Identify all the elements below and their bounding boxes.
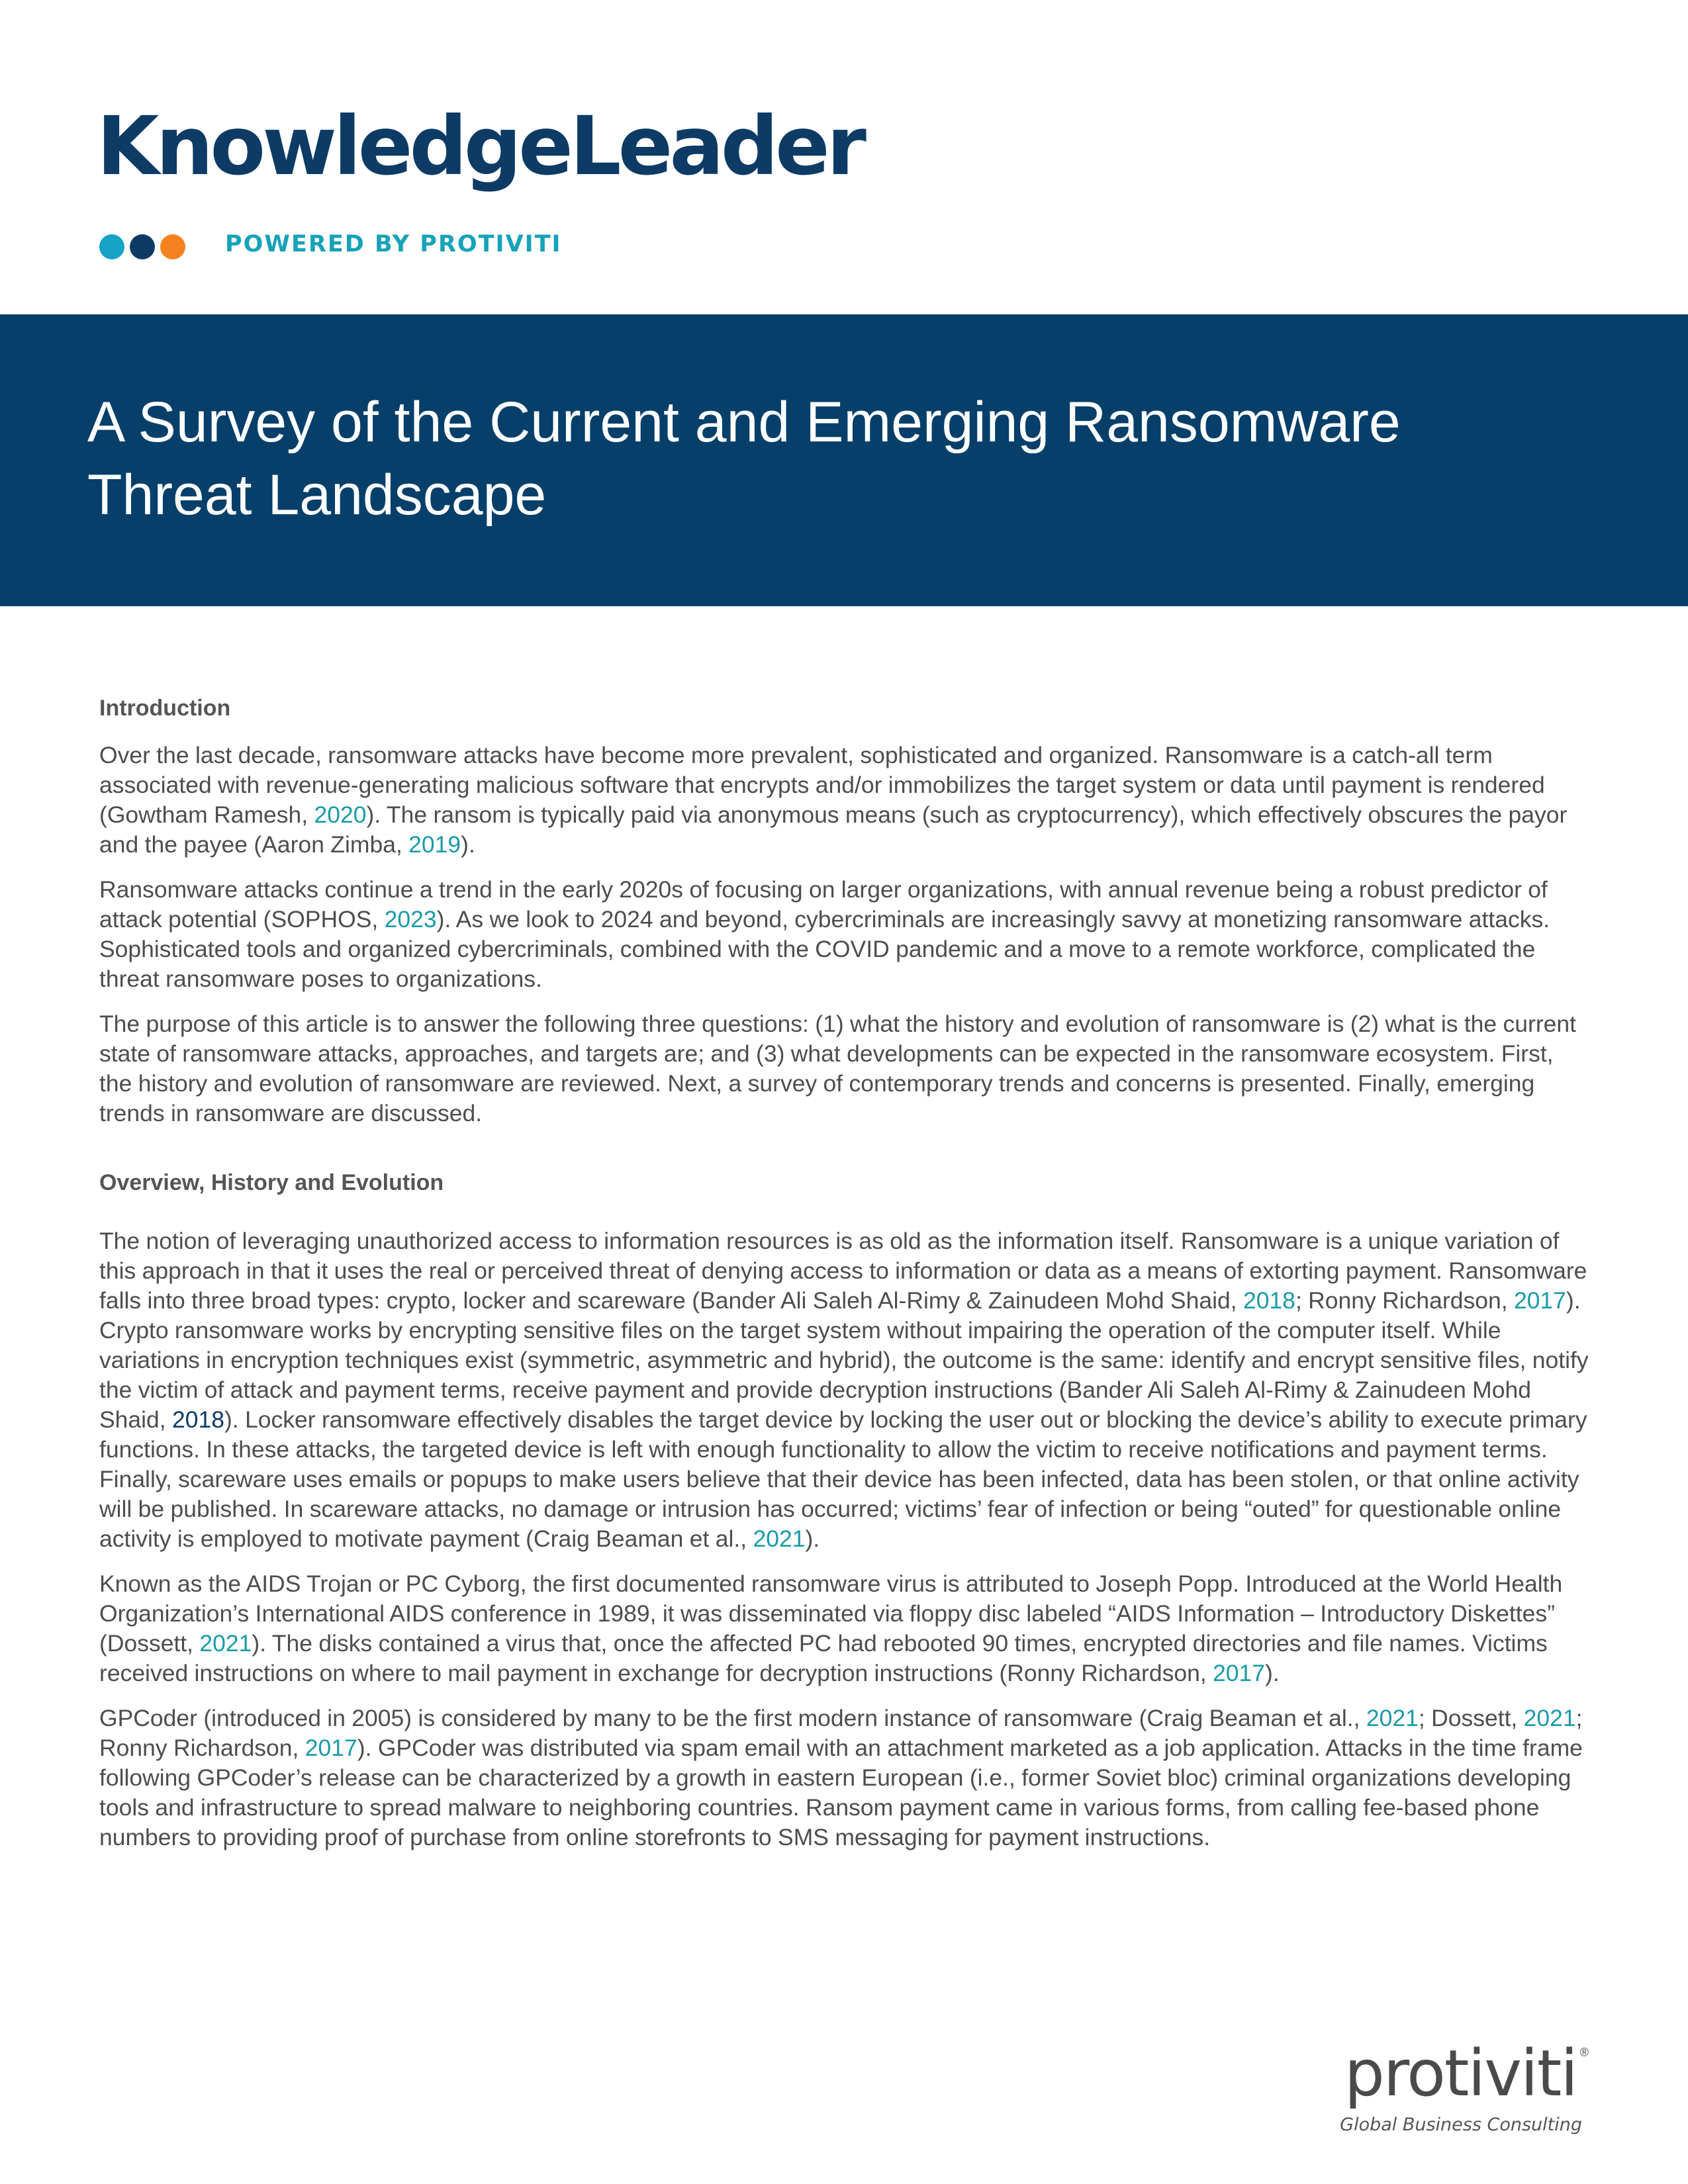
citation-year: 2017	[1513, 1287, 1566, 1314]
powered-by-tagline: POWERED BY PROTIVITI	[225, 231, 562, 257]
paragraph-text: ; Dossett,	[1418, 1705, 1524, 1731]
paragraph-text: ). The ransom is typically paid via anonymous means (such as cryptocurrency), which effectively obscures the payor and the payee (Aaron Zimba,	[99, 801, 1568, 858]
paragraph-text: ).	[1265, 1660, 1280, 1686]
paragraph-text: The notion of leveraging unauthorized access to information resources is as old as the information itself. Ransomware is a unique variation of this approach in that it uses the real or perceived threat of denying access to information or data as a means of extorting payment. Ransomware falls into three broad types: crypto, locker and scareware (Bander Ali Saleh Al-Rimy & Zainudeen Mohd Shaid,	[99, 1228, 1587, 1314]
section-heading-introduction: Introduction	[99, 696, 231, 721]
paragraph-text: Over the last decade, ransomware attacks have become more prevalent, sophisticated and organized. Ransomware is a catch-all term associated with revenue-generating malicious software that encrypts and/or immobilizes the target system or data until payment is rendered (Gowtham Ramesh,	[99, 742, 1545, 828]
document-title	[87, 386, 1577, 531]
citation-year: 2018	[172, 1406, 225, 1433]
paragraph-text: ). GPCoder was distributed via spam email with an attachment marketed as a job application. Attacks in the time frame following GPCoder’s release can be characterized by a growth in eastern European (i.e., former Soviet bloc) criminal organizations developing tools and infrastructure to spread malware to neighboring countries. Ransom payment came in various forms, from calling fee-based phone numbers to providing proof of purchase from online storefronts to SMS messaging for payment instructions.	[99, 1735, 1583, 1850]
paragraph-text: Ransomware attacks continue a trend in the early 2020s of focusing on larger organizations, with annual revenue being a robust predictor of attack potential (SOPHOS,	[99, 876, 1548, 933]
citation-year: 2019	[408, 831, 461, 858]
teal-dot-icon	[99, 234, 124, 259]
citation-year: 2023	[384, 906, 437, 933]
orange-dot-icon	[160, 234, 185, 259]
paragraph	[99, 741, 1589, 860]
protiviti-tagline: Global Business Consulting	[1340, 2115, 1582, 2135]
paragraph-text: ). The disks contained a virus that, once the affected PC had rebooted 90 times, encrypted directories and file names. Victims received instructions on where to mail payment in exchange for decryption instructions (Ronny Richardson,	[99, 1630, 1548, 1686]
paragraph-text: GPCoder (introduced in 2005) is considered by many to be the first modern instance of ransomware (Craig Beaman et al.,	[99, 1705, 1366, 1731]
protiviti-logo	[1331, 2036, 1589, 2141]
paragraph-text: The purpose of this article is to answer the following three questions: (1) what the history and evolution of ransomware is (2) what is the current state of ransomware attacks, approaches, and targets are; and (3) what developments can be expected in the ransomware ecosystem. First, the history and evolution of ransomware are reviewed. Next, a survey of contemporary trends and concerns is presented. Finally, emerging trends in ransomware are discussed.	[99, 1011, 1577, 1126]
paragraph-text: ). As we look to 2024 and beyond, cybercriminals are increasingly savvy at monetizing ransomware attacks. Sophisticated tools and organized cybercriminals, combined with the COVID pandemic and a move to a remote workforce, complicated the threat ransomware poses to organizations.	[99, 906, 1550, 992]
section-heading-overview: Overview, History and Evolution	[99, 1170, 444, 1195]
citation-year: 2017	[1213, 1660, 1266, 1686]
protiviti-wordmark: protiviti	[1344, 2036, 1577, 2111]
document-title-line-1: A Survey of the Current and Emerging Ransomware	[87, 390, 1401, 454]
article-body	[99, 694, 1589, 1852]
citation-year: 2021	[199, 1630, 252, 1657]
knowledgeleader-logo: KnowledgeLeader	[97, 99, 863, 193]
paragraph-text: ).	[805, 1525, 820, 1552]
paragraph-text: ; Ronny Richardson,	[99, 1705, 1583, 1761]
paragraph	[99, 1226, 1589, 1554]
citation-year: 2018	[1243, 1287, 1295, 1314]
paragraph	[99, 1704, 1589, 1852]
paragraph	[99, 1569, 1589, 1688]
citation-year: 2017	[305, 1735, 357, 1761]
citation-year: 2020	[314, 801, 367, 828]
registered-mark: ®	[1579, 2046, 1589, 2059]
title-banner	[0, 314, 1688, 606]
citation-year: 2021	[1366, 1705, 1419, 1731]
paragraph-text: ). Crypto ransomware works by encrypting sensitive files on the target system without impairing the operation of the computer itself. While variations in encryption techniques exist (symmetric, asymmetric and hybrid), the outcome is the same: identify and encrypt sensitive files, notify the victim of attack and payment terms, receive payment and provide decryption instructions (Bander Ali Saleh Al-Rimy & Zainudeen Mohd Shaid,	[99, 1287, 1589, 1433]
navy-dot-icon	[130, 234, 155, 259]
paragraph-text: Known as the AIDS Trojan or PC Cyborg, the first documented ransomware virus is attributed to Joseph Popp. Introduced at the World Health Organization’s International AIDS conference in 1989, it was disseminated via floppy disc labeled “AIDS Information – Introductory Diskettes” (Dossett,	[99, 1570, 1563, 1657]
paragraph-text: ).	[461, 831, 475, 858]
paragraph	[99, 875, 1589, 994]
citation-year: 2021	[753, 1525, 806, 1552]
paragraph-text: ). Locker ransomware effectively disables the target device by locking the user out or blocking the device’s ability to execute primary functions. In these attacks, the targeted device is left with enough functionality to allow the victim to receive notifications and payment terms. Finally, scareware uses emails or popups to make users believe that their device has been infected, data has been stolen, or that online activity will be published. In scareware attacks, no damage or intrusion has occurred; victims’ fear of infection or being “outed” for questionable online activity is employed to motivate payment (Craig Beaman et al.,	[99, 1406, 1587, 1552]
document-title-line-2: Threat Landscape	[87, 463, 547, 527]
paragraph-text: ; Ronny Richardson,	[1295, 1287, 1514, 1314]
paragraph	[99, 1009, 1589, 1128]
citation-year: 2021	[1523, 1705, 1576, 1731]
